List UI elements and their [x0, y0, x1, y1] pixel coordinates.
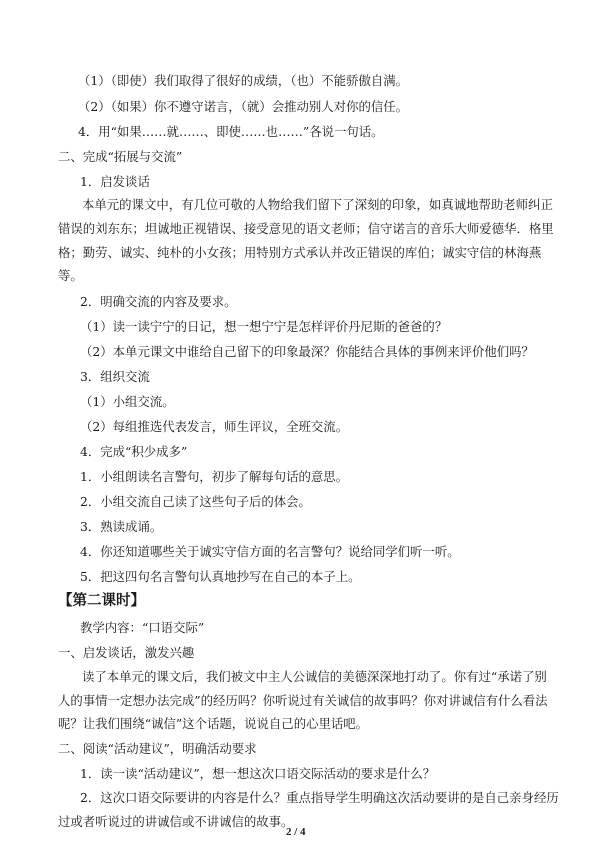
page-number: 2 / 4	[286, 826, 306, 838]
text-line: 2．明确交流的内容及要求。	[80, 294, 237, 309]
paragraph-line: 等。	[58, 268, 83, 283]
text-line: 1．读一读“活动建议”，想一想这次口语交际活动的要求是什么？	[80, 766, 436, 781]
paragraph-line: 读了本单元的课文后，我们被文中主人公诚信的美德深深地打动了。你有过“承诺了别	[82, 669, 547, 684]
text-line: 4．用“如果……就……、即使……也……”各说一句话。	[78, 124, 384, 139]
text-line: 1．小组朗读名言警句，初步了解每句话的意思。	[80, 469, 349, 484]
text-line: 3．熟读成诵。	[80, 519, 163, 534]
text-line: （2）本单元课文中谁给自己留下的印象最深？你能结合具体的事例来评价他们吗？	[80, 344, 534, 359]
text-line: 5．把这四句名言警句认真地抄写在自己的本子上。	[80, 569, 361, 584]
text-line: （1）读一读宁宁的日记，想一想宁宁是怎样评价丹尼斯的爸爸的？	[80, 319, 448, 334]
text-line: 4．你还知道哪些关于诚实守信方面的名言警句？说给同学们听一听。	[80, 544, 460, 559]
section-heading: 一、启发谈话，激发兴趣	[58, 645, 195, 660]
paragraph-line: 本单元的课文中，有几位可敬的人物给我们留下了深刻的印象，如真诚地帮助老师纠正	[82, 197, 553, 212]
text-line: （2）每组推选代表发言，师生评议，全班交流。	[80, 419, 349, 434]
text-line: （1）（即使）我们取得了很好的成绩，（也）不能骄傲自满。	[78, 73, 409, 88]
section-heading: 二、完成“拓展与交流”	[58, 149, 183, 164]
paragraph-line: 2．这次口语交际要讲的内容是什么？重点指导学生明确这次活动要讲的是自己亲身经历	[80, 790, 559, 805]
paragraph-line: 人的事情一定想办法完成”的经历吗？你听说过有关诚信的故事吗？你对讲诚信有什么看法	[58, 693, 548, 708]
text-line: （1）小组交流。	[80, 394, 175, 409]
paragraph-line: 错误的刘东东；坦诚地正视错误、接受意见的语文老师；信守诺言的音乐大师爱德华．格里	[58, 221, 554, 236]
paragraph-line: 呢？让我们围绕“诚信”这个话题，说说自己的心里话吧。	[58, 716, 369, 731]
lesson-heading: 【第二课时】	[58, 593, 145, 609]
text-line: 4．完成“积少成多”	[80, 444, 188, 459]
text-line: 教学内容：“口语交际”	[80, 620, 205, 635]
paragraph-line: 格；勤劳、诚实、纯朴的小女孩；用特别方式承认并改正错误的库伯；诚实守信的林海燕	[58, 245, 542, 260]
text-line: 1．启发谈话	[80, 174, 150, 189]
section-heading: 二、阅读“活动建议”，明确活动要求	[58, 741, 257, 756]
text-line: （2）（如果）你不遵守诺言，（就）会推动别人对你的信任。	[78, 99, 409, 114]
text-line: 3．组织交流	[80, 369, 150, 384]
text-line: 2．小组交流自己读了这些句子后的体会。	[80, 494, 311, 509]
paragraph-line: 过或者听说过的讲诚信或不讲诚信的故事。	[58, 814, 294, 829]
